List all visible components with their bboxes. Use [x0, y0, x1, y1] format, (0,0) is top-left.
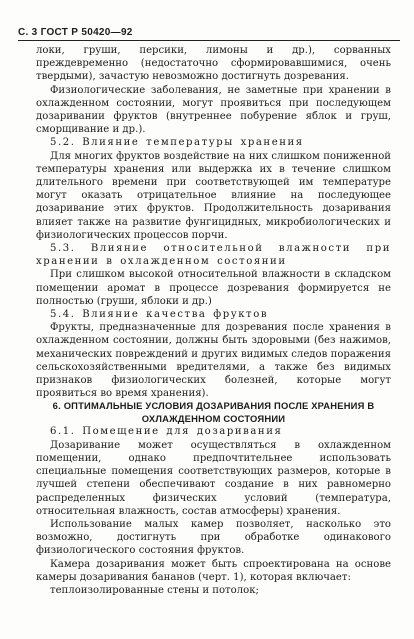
- subsection-5-3-heading: 5.3. Влияние относительной влажности при хранении в охлажденном состоянии: [36, 243, 391, 268]
- subsection-5-4-heading: 5.4. Влияние качества фруктов: [50, 309, 269, 321]
- paragraph-small-chambers: Использование малых камер позволяет, насколько это возможно, достигнуть при обработке одинакового физиологического состояния фруктов.: [36, 518, 391, 557]
- paragraph-ripening-room: Дозаривание может осуществляться в охлажденном помещении, однако предпочтительнее использовать специальные помещения соответствующих размеров, которые в лучшей степени обеспечивают создание в них равномерно распределенных физических условий (температура, относительная влажность, состав атмосферы) хранения.: [36, 439, 391, 517]
- page-header: С. 3 ГОСТ Р 50420—92: [18, 27, 133, 38]
- header-rule: [18, 40, 400, 41]
- subsection-6-1-heading: 6.1. Помещение для дозаривания: [50, 426, 283, 438]
- subsection-5-2-heading: 5.2. Влияние температуры хранения: [50, 137, 304, 149]
- paragraph-continuation: локи, груши, персики, лимоны и др.), сорванных преждевременно (недостаточно сформировавшимися, очень твердыми), зачастую невозможно достигнуть дозревания.: [36, 45, 391, 83]
- paragraph-chamber-design: Камера дозаривания может быть спроектирована на основе камеры дозаривания бананов (черт. 1), которая включает:: [36, 558, 391, 583]
- paragraph-physiological-diseases: Физиологические заболевания, не заметные при хранении в охлажденном состоянии, могут проявиться при последующем дозаривании фруктов (внутреннее побурение яблок и груш, сморщивание и др.).: [36, 84, 391, 136]
- section-6-title: 6. ОПТИМАЛЬНЫЕ УСЛОВИЯ ДОЗАРИВАНИЯ ПОСЛЕ ХРАНЕНИЯ В ОХЛАЖДЕННОМ СОСТОЯНИИ: [52, 400, 375, 424]
- paragraph-fruit-quality: Фрукты, предназначенные для дозревания после хранения в охлажденном состоянии, должны быть здоровыми (без нажимов, механических повреждений и других видимых следов поражения сельскохозяйственными вредителями, а также без видимых признаков физиологических болезней, которые могут проявиться во время хранения).: [36, 322, 391, 400]
- document-body: [36, 44, 391, 597]
- paragraph-humidity: При слишком высокой относительной влажности в складском помещении аромат в процессе дозревания формируется не полностью (груши, яблоки и др.): [36, 269, 391, 307]
- paragraph-temperature: Для многих фруктов воздействие на них слишком пониженной температуры хранения или выдержка их в течение слишком длительного времени при соответствующей им температуре могут оказать отрицательное влияние на последующее дозаривание этих фруктов. Продолжительность дозаривания влияет также на развитие фунгицидных, микробиологических и физиологических процессов порчи.: [36, 150, 391, 241]
- list-item-walls: теплоизолированные стены и потолок;: [50, 584, 259, 596]
